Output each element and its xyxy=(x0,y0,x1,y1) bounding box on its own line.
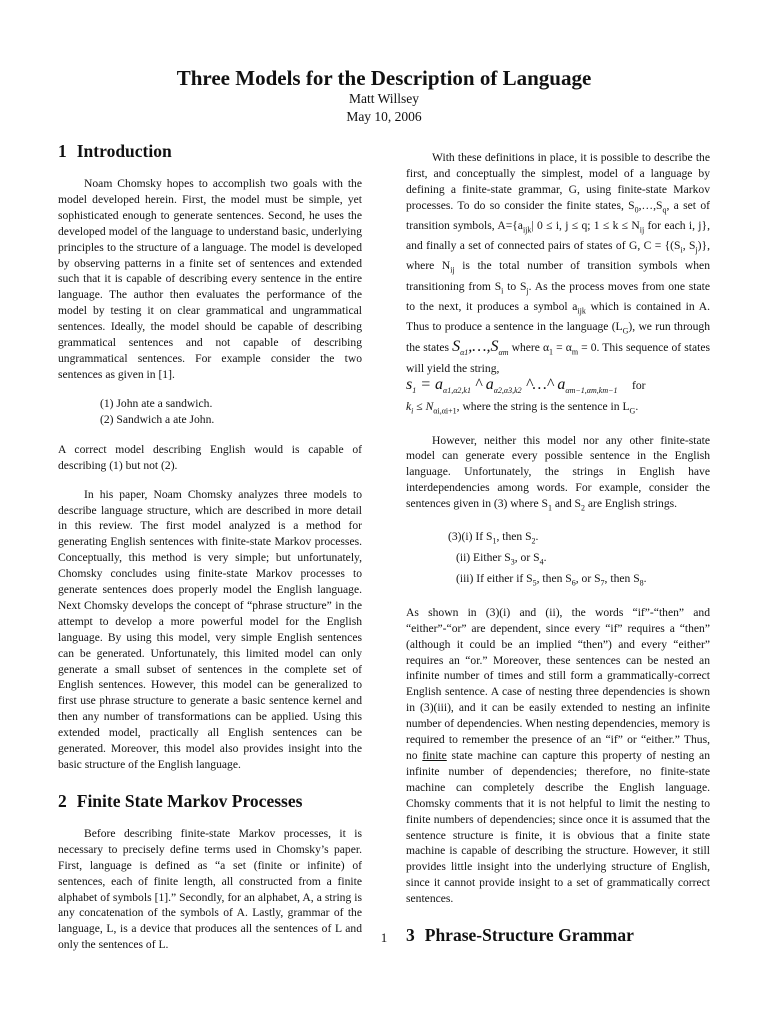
state-sequence-formula: $S_{\alpha 1},\dots,S_{\alpha m}$ xyxy=(452,338,509,358)
example-3-i: (3)(i) If $S_1$, then $S_2$. xyxy=(448,530,539,546)
paper-date: May 10, 2006 xyxy=(346,109,422,124)
left-column xyxy=(58,140,362,953)
section-title: Phrase-Structure Grammar xyxy=(424,925,634,946)
section-title: Introduction xyxy=(76,141,172,161)
section-heading-introduction xyxy=(58,140,362,162)
example-3-ii: (ii) Either $S_3$, or $S_4$. xyxy=(456,551,547,567)
example-1: (1) John ate a sandwich. xyxy=(100,396,213,410)
dependency-paragraph: As shown in (3)(i) and (ii), the words “if”-“then” and “either”-“or” are dependent, since every “if” requires a “then” (although it could be an implied “then”) and every “either” requires an “or.” Moreover, these sentences can be nested an infinite number of times and still form a grammatically-correct English sentence. A case of nesting three dependencies is shown in (3)(iii), and it can be easily extended to nesting an infinite number of dependencies. When nesting dependencies, memory is required to remember the presence of an “if” or “either.” Thus, no finite state machine can capture this property of nesting an infinite number of dependencies; therefore, no finite-state machine can completely describe the English language. Chomsky comments that it is not helpful to limit the nesting to finite numbers of dependencies; since once it is assumed that the sentence structure is finite, it is obvious that a finite state machine is capable of describing the structure. However, it still provides little insight into the underlying structure of English, since it cannot provide insight to a set of grammatically correct sentences. xyxy=(406,605,710,906)
definitions-paragraph: With these definitions in place, it is possible to describe the first, and conceptually the simplest, model of a language by defining a finite-state grammar, G, using finite-state Markov processes. To do so consider the finite states, $S_0,\dots,S_q$, a set of transition symbols, $A=\{a_{ijk}|$ 0 ≤ i, j ≤ q; $1 \le k \le N_{ij}$ for each i, j}, and finally a set of connected pairs of states of G, $C = \{(S_i$, $S_j$)}, where $N_{ij}$ is the total number of transition symbols when transitioning from $S_i$ to $S_j$. As the process moves from one state to the next, it produces a symbol $a_{ijk}$ which is contained in A. Thus to produce a sentence in the language $(L_G)$, we run through the states $S_{\alpha 1},\dots,S_{\alpha m}$ where $\alpha_1 = \alpha_m = 0$. This sequence of states will yield the string, $s_1 = a_{\alpha 1,\alpha 2,k1}$ ^ $a_{\alpha 2,\alpha 3,k2}$ ^…^ $a_{\alpha m-1,\alpha m,km-1}$ for $k_i \le N_{\alpha i,\alpha i+1}$, where the string is the sentence in $L_G$. xyxy=(406,151,711,416)
paper-title: Three Models for the Description of Language xyxy=(176,66,592,90)
section-number: 2 xyxy=(58,790,67,811)
index-condition-formula: $k_i \le N_{\alpha i,\alpha i+1}$ xyxy=(406,400,457,416)
example-2: (2) Sandwich a ate John. xyxy=(100,413,215,427)
markov-paragraph-1: Before describing finite-state Markov processes, it is necessary to precisely define terms used in Chomsky’s paper. First, language is defined as “a set (finite or infinite) of sentences, each of finite length, all constructed from a finite alphabet of symbols [1].” Secondly, for an alphabet, A, a string is any concatenation of the symbols of A. Lastly, grammar of the language, L, is a device that produces all the sentences of L and only the sentences of L. xyxy=(58,826,362,952)
example-3-iii: (iii) If either if $S_5$, then $S_6$, or $S_7$, then $S_8$. xyxy=(456,572,647,588)
intro-paragraph-3: In his paper, Noam Chomsky analyzes three models to describe language structure, which are described in more detail in this review. The first model analyzed is a method for generating English sentences with finite-state Markov processes. Conceptually, this method is very simple; but unfortunately, Chomsky concludes using finite-state Markov processes to generate sentences does properly model the English language. Next Chomsky develops the concept of “phrase structure” in the attempt to develop a more powerful model for the English language. By using this model, very simple English sentences can be generated. Unfortunately, this limited model can only generate a small subset of sentences in the complete set of English sentences. However, this model can be generalized to first use phrase structure to generate a basic sentence kernel and then any number of transformations can be applied. Using this extended model, practically all English sentences can be generated. Moreover, this model also provides insight into the basic structure of the English language. xyxy=(58,487,362,771)
paper-author: Matt Willsey xyxy=(348,91,420,106)
section-title: Finite State Markov Processes xyxy=(76,790,303,811)
string-formula: $s_1 = a_{\alpha 1,\alpha 2,k1}$ ^ $a_{\alpha 2,\alpha 3,k2}$ ^…^ $a_{\alpha m-1,\alpha m,km-1}$ xyxy=(406,376,618,396)
section-heading-markov xyxy=(58,790,362,812)
right-column xyxy=(406,150,710,946)
section-number: 1 xyxy=(58,141,67,161)
intro-paragraph-2: A correct model describing English would is capable of describing (1) but not (2). xyxy=(58,442,362,472)
section-number: 3 xyxy=(406,925,415,946)
intro-paragraph-1: Noam Chomsky hopes to accomplish two goals with the model developed herein. First, the model must be simple, yet sophisticated enough to generate sentences. Second, he uses the developed model of the language to understand basic, underlying principles to the structure of a language. The model is developed by observing patterns in a finite set of sentences and extended such that it is capable of describing every sentence in the entire language. The author then evaluates the performance of the model by testing it on clear grammatical and ungrammatical sentences. Ideally, the model should be capable of describing grammatical sentences and not capable of describing ungrammatical sentences. For example consider the two sentences as given in [1]. xyxy=(58,177,362,381)
page-number: 1 xyxy=(380,930,388,945)
limitation-paragraph: However, neither this model nor any other finite-state model can generate every possible sentence in the English language. Unfortunately, the strings in English have interdependencies among words. For example, consider the sentences given in (3) where $S_1$ and $S_2$ are English strings. xyxy=(406,433,710,513)
